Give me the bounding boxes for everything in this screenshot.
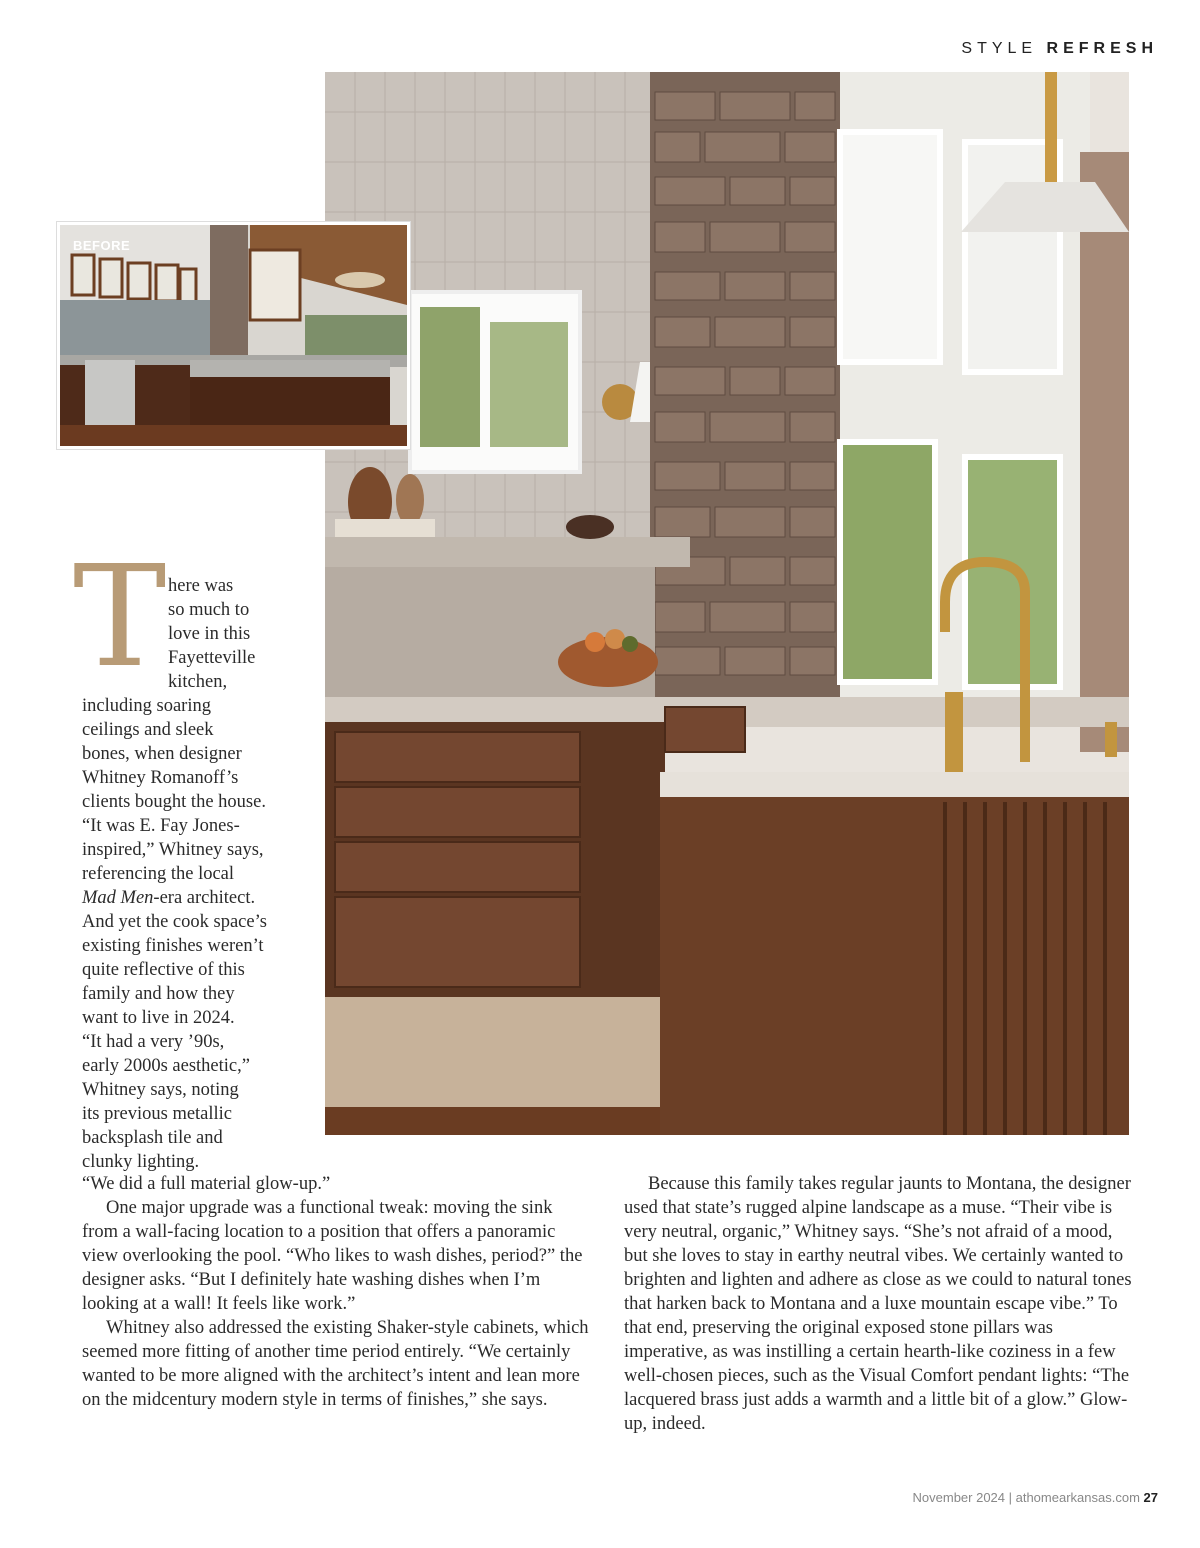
body-paragraph: Because this family takes regular jaunts to Montana, the designer used that state’s rugged alpine landscape as a muse. “Their vibe is very neutral, organic,” Whitney says. “She’s not afraid of a mood, but she loves to stay in earthy neutral vibes. We certainly wanted to brighten and lighten and adhere as close as we could to natural tones that harken back to Montana and a luxe mountain escape vibe.” To that end, preserving the original exposed stone pillars was imperative, as was instilling a certain hearth-like coziness in a few well-chosen pieces, such as the Visual Comfort pendant lights: “The lacquered brass just adds a warmth and a little bit of a glow.” Glow-up, indeed. — [624, 1174, 1132, 1434]
intro-line: including soaring — [82, 696, 211, 716]
intro-line: its previous metallic — [82, 1104, 233, 1124]
intro-line: clients bought the house. — [82, 792, 266, 812]
intro-line: bones, when designer — [82, 744, 242, 764]
kitchen-before-photo — [57, 222, 410, 449]
intro-line: quite reflective of this — [82, 960, 245, 980]
intro-line: Whitney Romanoff’s — [82, 768, 239, 788]
body-paragraph: One major upgrade was a functional tweak: moving the sink from a wall-facing location to a position that offers a panoramic view overlooking the pool. “Who likes to wash dishes, period?” the designer asks. “But I definitely hate washing dishes when I’m looking at a wall! It feels like work.” — [82, 1198, 583, 1314]
intro-line: want to live in 2024. — [82, 1008, 235, 1028]
intro-line: inspired,” Whitney says, — [82, 840, 264, 860]
intro-line: Fayetteville — [168, 648, 256, 668]
page-number: 27 — [1143, 1490, 1158, 1505]
intro-line: “It was E. Fay Jones- — [82, 816, 240, 836]
intro-line: here was — [168, 576, 234, 596]
body-paragraph: Whitney also addressed the existing Shaker-style cabinets, which seemed more fitting of another time period entirely. “We certainly wanted to be more aligned with the architect’s intent and lean more on the midcentury modern style in terms of finishes,” she says. — [82, 1318, 589, 1410]
page-footer — [913, 1490, 1158, 1505]
intro-line: Whitney says, noting — [82, 1080, 239, 1100]
intro-line: referencing the local — [82, 864, 235, 884]
intro-line: early 2000s aesthetic,” — [82, 1056, 250, 1076]
section-label-bold: REFRESH — [1046, 40, 1158, 57]
section-header — [961, 40, 1158, 58]
intro-line: so much to — [168, 600, 250, 620]
intro-line: ceilings and sleek — [82, 720, 214, 740]
body-line: “We did a full material glow-up.” — [82, 1174, 331, 1194]
intro-line: family and how they — [82, 984, 235, 1004]
section-label: STYLE — [961, 40, 1038, 57]
intro-line: backsplash tile and — [82, 1128, 223, 1148]
intro-line: And yet the cook space’s — [82, 912, 267, 932]
intro-line: existing finishes weren’t — [82, 936, 264, 956]
body-column-left — [82, 1172, 592, 1412]
intro-line: love in this — [168, 624, 251, 644]
drop-cap: T — [73, 536, 167, 699]
footer-text: November 2024 | athomearkansas.com — [912, 1490, 1140, 1505]
intro-line: Mad Men-era architect. — [82, 888, 256, 908]
intro-line: clunky lighting. — [82, 1152, 200, 1172]
body-column-right — [624, 1172, 1134, 1436]
intro-line: kitchen, — [168, 672, 228, 692]
before-label: BEFORE — [73, 238, 131, 253]
kitchen-after-photo — [325, 72, 1129, 1135]
intro-line: “It had a very ’90s, — [82, 1032, 225, 1052]
